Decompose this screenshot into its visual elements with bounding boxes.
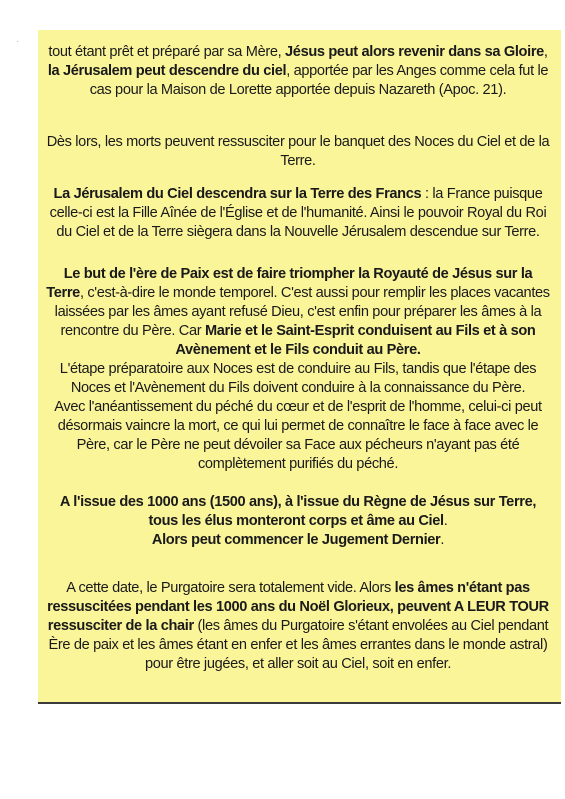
text-line	[42, 204, 554, 223]
text-run: tout étant prêt et préparé par sa Mère,	[48, 44, 286, 60]
bold-text-run: Le but de l'ère de Paix est de faire triompher la Royauté de Jésus sur la	[63, 266, 533, 282]
text-line	[42, 379, 554, 398]
text-line	[42, 436, 554, 455]
text-run: .	[440, 532, 445, 548]
text-line	[42, 655, 554, 674]
bold-text-run: Avènement et le Fils conduit au Père.	[175, 342, 421, 358]
text-line	[42, 636, 554, 655]
text-line	[42, 303, 554, 322]
text-line	[42, 579, 554, 598]
text-run: A cette date, le Purgatoire sera totalement vide. Alors	[66, 580, 395, 596]
text-run: (les âmes du Purgatoire s'étant envolées au Ciel pendant	[193, 618, 549, 634]
text-line	[42, 223, 554, 242]
paragraph-jesus-glory	[42, 43, 554, 100]
text-run: laissées par les âmes ayant refusé Dieu, c'est enfin pour préparer les âmes à la	[54, 304, 542, 320]
text-run: désormais vaincre la mort, ce qui lui permet de connaître le face à face avec le	[57, 418, 539, 434]
text-run: .	[443, 513, 448, 529]
text-run: cas pour la Maison de Lorette apportée depuis Nazareth (Apoc. 21).	[89, 82, 507, 98]
text-line	[42, 360, 554, 379]
paragraph-jerusalem-franks	[42, 185, 554, 242]
text-run: Père, car le Père ne peut dévoiler sa Face aux pécheurs n'ayant pas été	[76, 437, 520, 453]
text-line	[42, 417, 554, 436]
text-run: celle-ci est la Fille Aînée de l'Église et de l'humanité. Ainsi le pouvoir Royal du Roi	[49, 205, 547, 221]
text-run: L'étape préparatoire aux Noces est de conduire au Fils, tandis que l'étape des	[59, 361, 537, 377]
text-line	[42, 398, 554, 417]
text-run: du Ciel et de la Terre siègera dans la Nouvelle Jérusalem descendue sur Terre.	[56, 224, 540, 240]
bold-text-run: la Jérusalem peut descendre du ciel	[47, 63, 287, 79]
paragraph-era-of-peace	[42, 265, 554, 474]
bold-text-run: Marie et le Saint-Esprit conduisent au Fils et à son	[204, 323, 536, 339]
text-run: Ère de paix et les âmes étant en enfer et les âmes errantes dans le monde astral)	[48, 637, 548, 653]
text-line	[42, 455, 554, 474]
paragraph-purgatory	[42, 579, 554, 674]
text-run: pour être jugées, et aller soit au Ciel, soit en enfer.	[144, 656, 452, 672]
text-line	[42, 185, 554, 204]
text-line	[42, 341, 554, 360]
text-line	[42, 62, 554, 81]
bold-text-run: les âmes n'étant pas	[394, 580, 530, 596]
text-run: rencontre du Père. Car	[60, 323, 205, 339]
text-line	[42, 322, 554, 341]
bold-text-run: tous les élus monteront corps et âme au Ciel	[148, 513, 444, 529]
bold-text-run: La Jérusalem du Ciel descendra sur la Terre des Francs	[53, 186, 422, 202]
text-line	[42, 43, 554, 62]
text-line	[42, 284, 554, 303]
text-line	[42, 265, 554, 284]
text-line	[42, 617, 554, 636]
bold-text-run: Jésus peut alors revenir dans sa Gloire	[285, 44, 544, 60]
text-line	[42, 512, 554, 531]
text-run: Terre.	[280, 153, 316, 169]
text-line	[42, 81, 554, 100]
scan-speck: ·	[16, 36, 20, 47]
paragraph-resurrection-banquet	[42, 133, 554, 171]
bold-text-run: ressuscitées pendant les 1000 ans du Noël Glorieux, peuvent A LEUR TOUR	[47, 599, 549, 615]
text-line	[42, 152, 554, 171]
text-run: Noces et l'Avènement du Fils doivent conduire à la connaissance du Père.	[70, 380, 526, 396]
text-line	[42, 531, 554, 550]
text-line	[42, 133, 554, 152]
text-run: ,	[543, 44, 548, 60]
sheet-bottom-edge	[38, 702, 561, 704]
bold-text-run: ressusciter de la chair	[47, 618, 194, 634]
text-run: complètement purifiés du péché.	[197, 456, 399, 472]
text-line	[42, 598, 554, 617]
bold-text-run: Alors peut commencer le Jugement Dernier	[151, 532, 441, 548]
bold-text-run: Terre	[46, 285, 80, 301]
text-run: Avec l'anéantissement du péché du cœur et de l'esprit de l'homme, celui-ci peut	[54, 399, 542, 415]
text-run: Dès lors, les morts peuvent ressusciter pour le banquet des Noces du Ciel et de la	[46, 134, 550, 150]
paragraph-thousand-years	[42, 493, 554, 550]
text-line	[42, 493, 554, 512]
bold-text-run: A l'issue des 1000 ans (1500 ans), à l'issue du Règne de Jésus sur Terre,	[59, 494, 537, 510]
text-run: , apportée par les Anges comme cela fut le	[286, 63, 549, 79]
text-run: : la France puisque	[421, 186, 543, 202]
text-run: , c'est-à-dire le monde temporel. C'est aussi pour remplir les places vacantes	[79, 285, 550, 301]
